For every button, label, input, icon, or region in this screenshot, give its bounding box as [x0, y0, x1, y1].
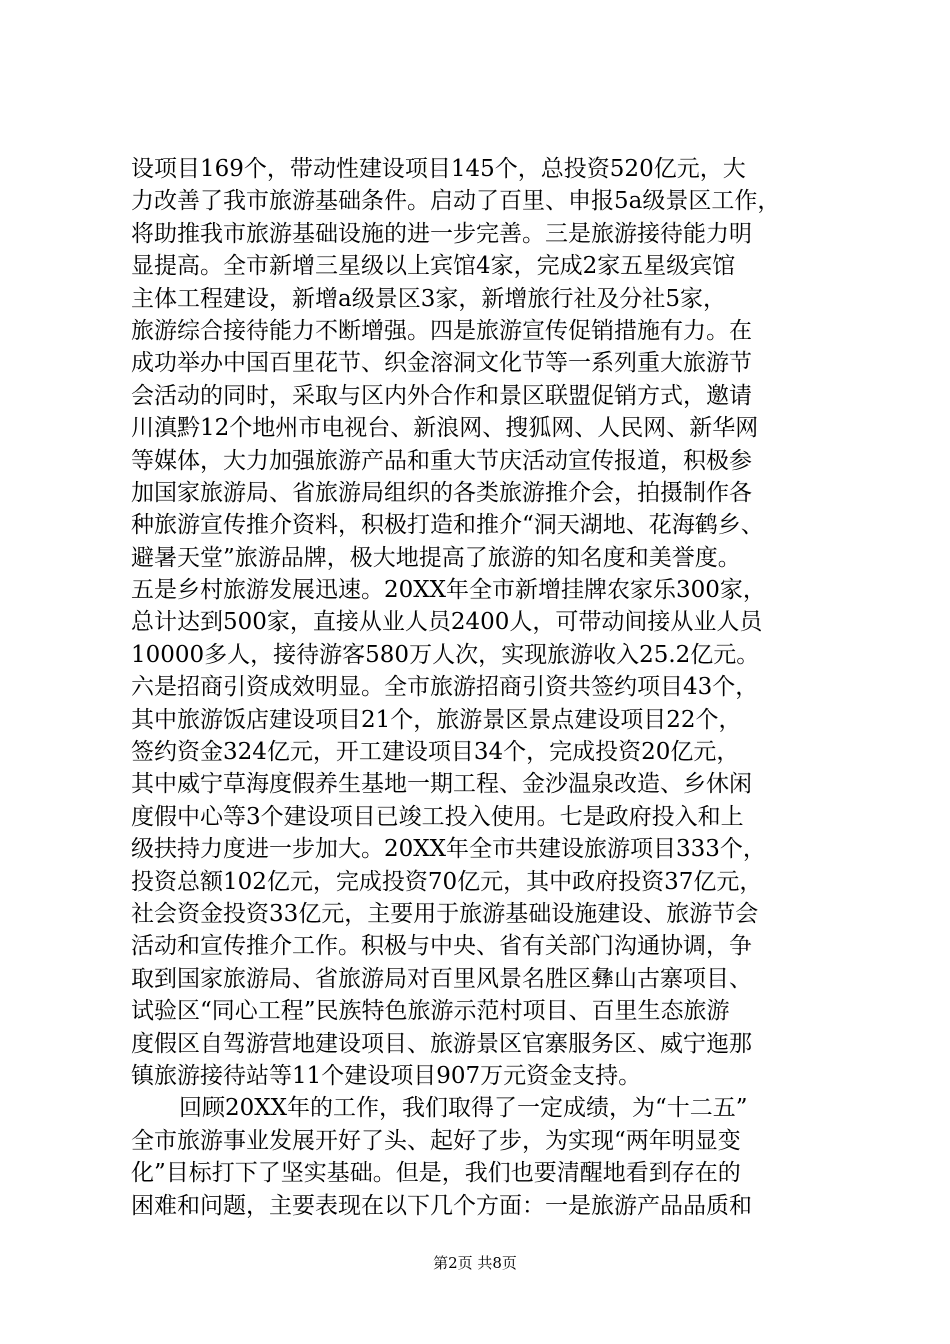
text-line: 力改善了我市旅游基础条件。启动了百里、申报5a级景区工作，	[131, 188, 781, 215]
paragraph-first-line: 回顾20XX年的工作，我们取得了一定成绩，为“十二五”	[179, 1095, 748, 1122]
text-line: 镇旅游接待站等11个建设项目907万元资金支持。	[131, 1062, 642, 1089]
text-line: 其中威宁草海度假养生基地一期工程、金沙温泉改造、乡休闲	[131, 771, 752, 798]
body-text	[131, 153, 831, 1222]
text-line: 六是招商引资成效明显。全市旅游招商引资共签约项目43个，	[131, 674, 759, 701]
text-line: 化”目标打下了坚实基础。但是，我们也要清醒地看到存在的	[131, 1160, 741, 1187]
text-line: 签约资金324亿元，开工建设项目34个，完成投资20亿元，	[131, 739, 740, 766]
text-line: 投资总额102亿元，完成投资70亿元，其中政府投资37亿元，	[131, 868, 763, 895]
text-line: 试验区“同心工程”民族特色旅游示范村项目、百里生态旅游	[131, 998, 730, 1025]
text-line: 避暑天堂”旅游品牌，极大地提高了旅游的知名度和美誉度。	[131, 544, 741, 571]
text-line: 总计达到500家，直接从业人员2400人，可带动间接从业人员	[131, 609, 763, 636]
text-line: 活动和宣传推介工作。积极与中央、省有关部门沟通协调，争	[131, 933, 752, 960]
text-line: 主体工程建设，新增a级景区3家，新增旅行社及分社5家，	[131, 285, 726, 312]
text-line: 全市旅游事业发展开好了头、起好了步，为实现“两年明显变	[131, 1127, 741, 1154]
text-line: 五是乡村旅游发展迅速。20XX年全市新增挂牌农家乐300家，	[131, 577, 766, 604]
text-line: 显提高。全市新增三星级以上宾馆4家，完成2家五星级宾馆	[131, 253, 736, 280]
text-line: 成功举办中国百里花节、织金溶洞文化节等一系列重大旅游节	[131, 350, 752, 377]
text-line: 将助推我市旅游基础设施的进一步完善。三是旅游接待能力明	[131, 220, 752, 247]
text-line: 设项目169个，带动性建设项目145个，总投资520亿元，大	[131, 156, 746, 182]
page-footer	[0, 1253, 950, 1273]
page-number-label: 第2页 共8页	[433, 1254, 517, 1272]
text-line: 10000多人，接待游客580万人次，实现旅游收入25.2亿元。	[131, 641, 760, 668]
text-line: 会活动的同时，采取与区内外合作和景区联盟促销方式，邀请	[131, 382, 752, 409]
text-line: 取到国家旅游局、省旅游局对百里风景名胜区彝山古寨项目、	[131, 965, 752, 992]
text-line: 加国家旅游局、省旅游局组织的各类旅游推介会，拍摄制作各	[131, 479, 752, 506]
text-line: 度假区自驾游营地建设项目、旅游景区官寨服务区、威宁迤那	[131, 1030, 752, 1057]
text-line: 困难和问题，主要表现在以下几个方面：一是旅游产品品质和	[131, 1192, 752, 1219]
text-line: 种旅游宣传推介资料，积极打造和推介“洞天湖地、花海鹤乡、	[131, 512, 764, 539]
text-line: 旅游综合接待能力不断增强。四是旅游宣传促销措施有力。在	[131, 317, 752, 344]
text-line: 其中旅游饭店建设项目21个，旅游景区景点建设项目22个，	[131, 706, 742, 733]
text-line: 级扶持力度进一步加大。20XX年全市共建设旅游项目333个，	[131, 836, 766, 863]
text-line: 度假中心等3个建设项目已竣工投入使用。七是政府投入和上	[131, 803, 744, 830]
text-line: 社会资金投资33亿元，主要用于旅游基础设施建设、旅游节会	[131, 900, 759, 927]
text-line: 等媒体，大力加强旅游产品和重大节庆活动宣传报道，积极参	[131, 447, 752, 474]
text-line: 川滇黔12个地州市电视台、新浪网、搜狐网、人民网、新华网	[131, 415, 759, 442]
